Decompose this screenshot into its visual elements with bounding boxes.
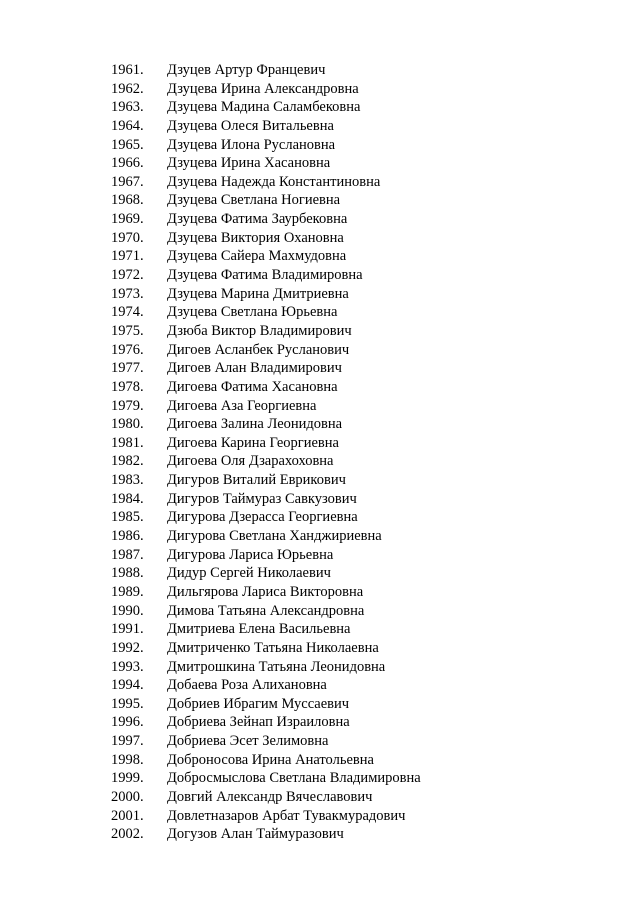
- list-item: [111, 564, 421, 583]
- entry-number: 1971.: [111, 248, 144, 265]
- list-item: [111, 508, 421, 527]
- list-item: [111, 788, 421, 807]
- list-item: [111, 117, 421, 136]
- entry-name: Дигурова Лариса Юрьевна: [167, 546, 334, 563]
- entry-number: 2002.: [111, 826, 144, 843]
- list-item: [111, 583, 421, 602]
- list-item: [111, 378, 421, 397]
- list-item: [111, 247, 421, 266]
- entry-name: Дзуцева Ирина Хасановна: [167, 155, 331, 172]
- entry-number: 1976.: [111, 341, 144, 358]
- entry-name: Добриева Эсет Зелимовна: [167, 733, 329, 750]
- entry-number: 1981.: [111, 434, 144, 451]
- entry-number: 1990.: [111, 602, 144, 619]
- list-item: [111, 546, 421, 565]
- list-item: [111, 285, 421, 304]
- entry-number: 1997.: [111, 733, 144, 750]
- entry-number: 2001.: [111, 807, 144, 824]
- entry-number: 1968.: [111, 192, 144, 209]
- list-item: [111, 359, 421, 378]
- list-item: [111, 602, 421, 621]
- entry-number: 1974.: [111, 304, 144, 321]
- entry-name: Дигуров Виталий Еврикович: [167, 472, 346, 489]
- list-item: [111, 303, 421, 322]
- entry-number: 2000.: [111, 788, 144, 805]
- entry-number: 1982.: [111, 453, 144, 470]
- entry-number: 1998.: [111, 751, 144, 768]
- list-item: [111, 695, 421, 714]
- list-item: [111, 769, 421, 788]
- entry-number: 1963.: [111, 99, 144, 116]
- entry-name: Доброносова Ирина Анатольевна: [167, 751, 374, 768]
- entry-name: Дзуцева Надежда Константиновна: [167, 173, 381, 190]
- list-item: [111, 173, 421, 192]
- entry-number: 1995.: [111, 695, 144, 712]
- entry-number: 1996.: [111, 714, 144, 731]
- list-item: [111, 825, 421, 844]
- entry-name: Дигоева Аза Георгиевна: [167, 397, 317, 414]
- list-item: [111, 397, 421, 416]
- list-item: [111, 732, 421, 751]
- list-item: [111, 322, 421, 341]
- entry-number: 1980.: [111, 416, 144, 433]
- list-item: [111, 676, 421, 695]
- entry-number: 1961.: [111, 62, 144, 78]
- entry-name: Дигуров Таймураз Савкузович: [167, 490, 357, 507]
- entry-number: 1970.: [111, 229, 144, 246]
- entry-number: 1975.: [111, 322, 144, 339]
- entry-name: Дигоева Залина Леонидовна: [167, 416, 343, 433]
- entry-number: 1965.: [111, 136, 144, 153]
- entry-number: 1977.: [111, 360, 144, 377]
- entry-name: Дзуцева Виктория Охановна: [167, 229, 344, 246]
- list-item: [111, 527, 421, 546]
- entry-name: Довлетназаров Арбат Тувакмурадович: [167, 807, 406, 824]
- entry-name: Дзуцева Марина Дмитриевна: [167, 285, 349, 302]
- entry-number: 1992.: [111, 639, 144, 656]
- entry-number: 1972.: [111, 267, 144, 284]
- entry-name: Дзуцева Фатима Владимировна: [167, 267, 363, 284]
- entry-number: 1962.: [111, 80, 144, 97]
- entry-name: Дзуцева Ирина Александровна: [167, 80, 359, 97]
- entry-name: Добриев Ибрагим Муссаевич: [167, 695, 350, 712]
- list-item: [111, 210, 421, 229]
- entry-name: Дзуцева Фатима Заурбековна: [167, 211, 348, 228]
- entry-name: Добаева Роза Алихановна: [167, 677, 327, 694]
- list-item: [111, 341, 421, 360]
- entry-name: Димова Татьяна Александровна: [167, 602, 365, 619]
- list-item: [111, 620, 421, 639]
- entry-name: Дильгярова Лариса Викторовна: [167, 583, 364, 600]
- entry-name: Дмитриева Елена Васильевна: [167, 621, 351, 638]
- entry-number: 1984.: [111, 490, 144, 507]
- list-item: [111, 434, 421, 453]
- entry-name: Догузов Алан Таймуразович: [167, 826, 344, 843]
- entry-name: Довгий Александр Вячеславович: [167, 788, 373, 805]
- entry-name: Дзуцева Сайера Махмудовна: [167, 248, 347, 265]
- list-item: [111, 713, 421, 732]
- entry-number: 1989.: [111, 583, 144, 600]
- list-item: [111, 266, 421, 285]
- list-item: [111, 136, 421, 155]
- entry-number: 1966.: [111, 155, 144, 172]
- list-item: [111, 807, 421, 826]
- entry-number: 1993.: [111, 658, 144, 675]
- list-item: [111, 229, 421, 248]
- list-item: [111, 452, 421, 471]
- list-item: [111, 415, 421, 434]
- entry-number: 1988.: [111, 565, 144, 582]
- entry-name: Дигоев Асланбек Русланович: [167, 341, 350, 358]
- entry-name: Добриева Зейнап Израиловна: [167, 714, 350, 731]
- entry-name: Дзуцев Артур Францевич: [167, 62, 326, 78]
- list-item: [111, 658, 421, 677]
- list-item: [111, 490, 421, 509]
- entry-number: 1986.: [111, 528, 144, 545]
- entry-name: Дмитриченко Татьяна Николаевна: [167, 639, 379, 656]
- entry-number: 1964.: [111, 117, 144, 134]
- entry-number: 1994.: [111, 677, 144, 694]
- entry-number: 1978.: [111, 378, 144, 395]
- list-item: [111, 191, 421, 210]
- entry-name: Дзюба Виктор Владимирович: [167, 322, 352, 339]
- list-item: [111, 154, 421, 173]
- entry-name: Дигоева Фатима Хасановна: [167, 378, 338, 395]
- entry-number: 1979.: [111, 397, 144, 414]
- list-item: [111, 80, 421, 99]
- entry-number: 1983.: [111, 472, 144, 489]
- entry-name: Дзуцева Светлана Юрьевна: [167, 304, 338, 321]
- entry-name: Дзуцева Илона Руслановна: [167, 136, 336, 153]
- entry-name: Дзуцева Мадина Саламбековна: [167, 99, 361, 116]
- entry-name: Добросмыслова Светлана Владимировна: [167, 770, 421, 787]
- entry-name: Дигурова Дзерасса Георгиевна: [167, 509, 358, 526]
- entry-number: 1969.: [111, 211, 144, 228]
- list-item: [111, 751, 421, 770]
- entry-name: Дигоев Алан Владимирович: [167, 360, 342, 377]
- list-item: [111, 61, 421, 80]
- entry-name: Дигоева Оля Дзарахоховна: [167, 453, 334, 470]
- entry-name: Дигурова Светлана Ханджириевна: [167, 528, 382, 545]
- entry-name: Дзуцева Олеся Витальевна: [167, 117, 334, 134]
- entry-number: 1967.: [111, 173, 144, 190]
- list-item: [111, 639, 421, 658]
- entry-number: 1999.: [111, 770, 144, 787]
- entry-number: 1991.: [111, 621, 144, 638]
- entry-number: 1973.: [111, 285, 144, 302]
- entry-number: 1985.: [111, 509, 144, 526]
- entry-name: Дигоева Карина Георгиевна: [167, 434, 339, 451]
- list-item: [111, 471, 421, 490]
- entry-name: Дидур Сергей Николаевич: [167, 565, 331, 582]
- name-list: [111, 61, 421, 844]
- entry-name: Дмитрошкина Татьяна Леонидовна: [167, 658, 386, 675]
- entry-name: Дзуцева Светлана Ногиевна: [167, 192, 341, 209]
- list-item: [111, 98, 421, 117]
- entry-number: 1987.: [111, 546, 144, 563]
